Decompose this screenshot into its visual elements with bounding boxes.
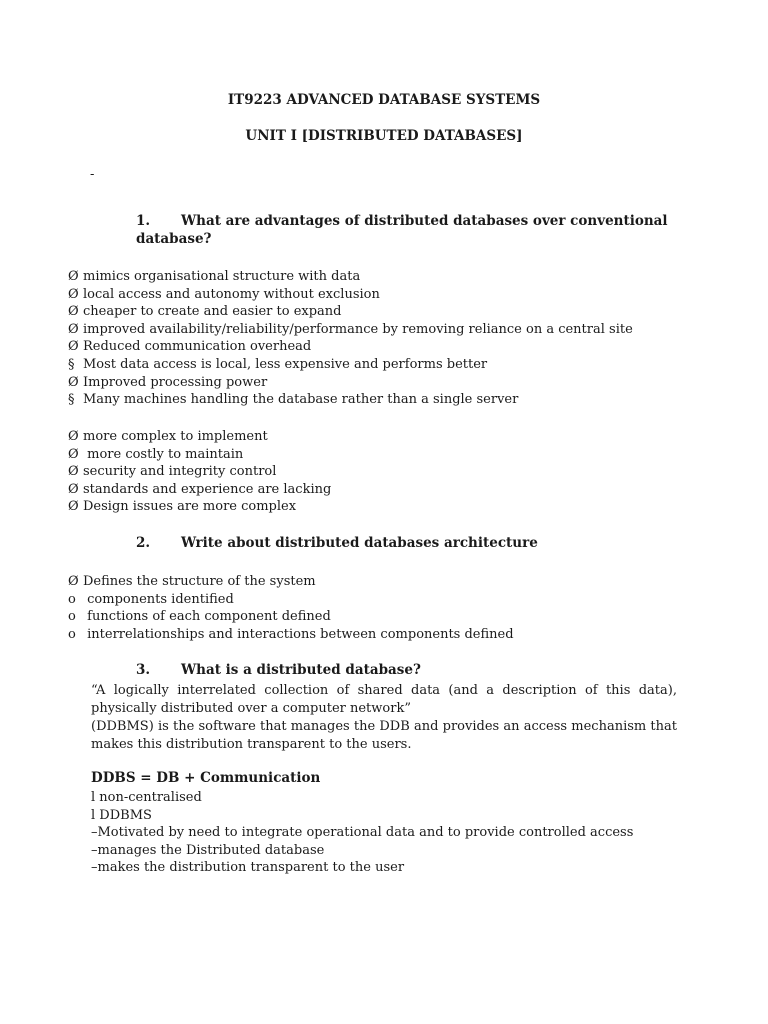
question-3-number: 3. (136, 662, 151, 678)
dash-mark: - (90, 167, 95, 182)
disadvantage-bullet: Ø (68, 481, 79, 497)
question-1-text-line1: What are advantages of distributed databases over conventional (181, 213, 668, 229)
advantage-bullet: Ø (68, 374, 79, 390)
question-2-number: 2. (136, 535, 151, 551)
question-3-text: What is a distributed database? (181, 662, 421, 678)
disadvantage-text: more complex to implement (83, 429, 268, 444)
course-title: IT9223 ADVANCED DATABASE SYSTEMS (227, 92, 541, 108)
ddbs-note-line: l non-centralised (91, 790, 202, 805)
question-1-text-line2: database? (136, 231, 212, 247)
architecture-bullet: Ø (68, 574, 79, 589)
ddbs-note-line: l DDBMS (91, 807, 152, 823)
architecture-text: Defines the structure of the system (83, 574, 316, 589)
advantage-bullet: Ø (68, 269, 79, 284)
advantage-item (68, 268, 360, 285)
question-1 (136, 212, 668, 248)
disadvantage-bullet: Ø (68, 446, 79, 462)
question-1-number: 1. (136, 213, 151, 229)
advantage-text: Reduced communication overhead (83, 339, 312, 355)
architecture-item (68, 608, 331, 625)
architecture-text: components identified (83, 591, 234, 607)
advantage-text: Many machines handling the database rather than a single server (83, 392, 519, 408)
disadvantage-bullet: Ø (68, 429, 79, 444)
advantage-item (68, 391, 518, 408)
advantage-text: mimics organisational structure with data (83, 269, 361, 284)
advantage-item (68, 338, 311, 355)
disadvantage-item (68, 463, 276, 480)
architecture-bullet: o (68, 609, 76, 625)
disadvantage-text: more costly to maintain (83, 446, 244, 462)
advantage-item (68, 374, 267, 391)
advantage-item (68, 286, 380, 303)
advantage-text: Most data access is local, less expensive and performs better (83, 357, 488, 372)
advantage-bullet: Ø (68, 286, 79, 302)
architecture-item (68, 591, 234, 608)
advantage-bullet: Ø (68, 321, 79, 337)
advantage-text: cheaper to create and easier to expand (83, 304, 342, 320)
advantage-text: improved availability/reliability/performance by removing reliance on a central site (83, 321, 633, 337)
definition-paragraph: “A logically interrelated collection of shared data (and a description of this data), physically distributed over a computer network” (91, 683, 677, 716)
ddbms-paragraph: (DDBMS) is the software that manages the DDB and provides an access mechanism that makes this distribution transparent to the users. (91, 719, 677, 752)
advantage-bullet: Ø (68, 304, 79, 320)
disadvantage-item (68, 498, 296, 515)
advantage-bullet: Ø (68, 339, 79, 355)
disadvantage-bullet: Ø (68, 464, 79, 480)
architecture-item (68, 573, 316, 590)
disadvantage-text: standards and experience are lacking (83, 481, 332, 497)
architecture-bullet: o (68, 626, 76, 642)
disadvantage-text: Design issues are more complex (83, 499, 297, 515)
architecture-bullet: o (68, 591, 76, 607)
question-3 (136, 661, 421, 679)
disadvantage-item (68, 481, 331, 498)
advantage-bullet: § (68, 392, 75, 408)
disadvantage-bullet: Ø (68, 499, 79, 515)
advantage-item (68, 321, 633, 338)
advantage-text: Improved processing power (83, 374, 268, 390)
disadvantage-item (68, 428, 268, 445)
ddbs-note-line: –Motivated by need to integrate operational data and to provide controlled access (91, 825, 634, 841)
ddbs-note-line: –manages the Distributed database (91, 842, 325, 858)
architecture-text: interrelationships and interactions between components defined (83, 626, 514, 642)
question-2-text: Write about distributed databases architecture (181, 535, 538, 551)
advantage-item (68, 303, 342, 320)
advantage-text: local access and autonomy without exclusion (83, 286, 380, 302)
disadvantage-item (68, 446, 243, 463)
disadvantage-text: security and integrity control (83, 464, 277, 480)
ddbs-formula: DDBS = DB + Communication (91, 770, 321, 786)
question-2 (136, 534, 538, 552)
advantage-item (68, 356, 487, 373)
ddbs-note-line: –makes the distribution transparent to the user (91, 860, 405, 876)
architecture-item (68, 626, 514, 643)
architecture-text: functions of each component defined (83, 609, 331, 625)
advantage-bullet: § (68, 357, 75, 372)
unit-title: UNIT I [DISTRIBUTED DATABASES] (245, 128, 523, 144)
